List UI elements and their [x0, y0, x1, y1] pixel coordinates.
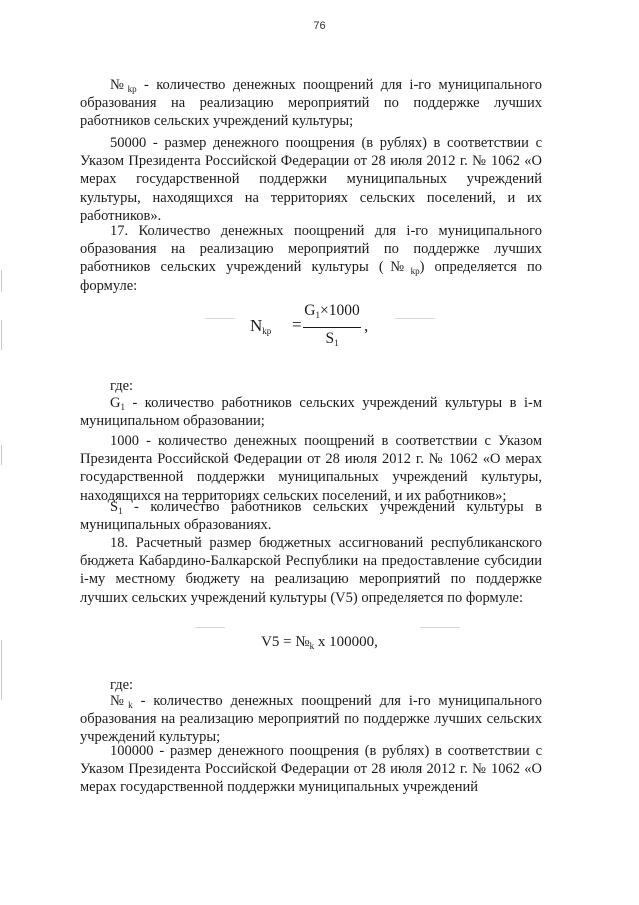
scan-margin-mark [1, 270, 2, 292]
item-text: 17. Количество денежных поощрений для i-го муниципального образования на реализацию мероприятий по поддержке лучших работников сельских учреждений культуры (№ [80, 223, 542, 276]
symbol-subscript: 1 [120, 402, 125, 412]
formula-equals: = [292, 315, 302, 334]
paragraph-g1-definition [80, 394, 542, 430]
formula-v5: $V5 = №_k$ x 100000, [261, 634, 378, 651]
paragraph-nk-definition [80, 692, 542, 747]
definition-text: - количество работников сельских учреждений культуры в i-м муниципальном образовании; [80, 395, 542, 430]
symbol-subscript: 1 [118, 506, 123, 516]
formula-numerator: $G_1\times 1000$ [304, 302, 360, 320]
page-number: 76 [313, 20, 326, 32]
where-label-2: где: [110, 677, 134, 693]
symbol-subscript: k [128, 700, 133, 710]
where-label-1: где: [110, 378, 134, 394]
symbol: № [110, 693, 129, 709]
scan-margin-mark [1, 640, 2, 700]
definition-text: - количество денежных поощрений для i-го муниципального образования на реализацию мероприятий по поддержке лучших сельских учреждений культуры; [80, 693, 542, 746]
formula-comma: , [364, 316, 369, 335]
paragraph-nkp-definition [80, 76, 542, 131]
paragraph-s1-definition [80, 498, 542, 534]
formula-lhs: $N_{kp}$ [250, 316, 272, 336]
paragraph-item-18: 18. Расчетный размер бюджетных ассигнований республиканского бюджета Кабардино-Балкарской Республики на предоставление субсидии i-му местному бюджету на реализацию мероприятий по поддержке лучших сельских учреждений культуры (V5) определяется по формуле: [80, 535, 542, 606]
scan-margin-mark [1, 320, 2, 350]
paragraph-50000-definition: 50000 - размер денежного поощрения (в рублях) в соответствии с Указом Президента Российской Федерации от 28 июля 2012 г. № 1062 «О мерах государственной поддержки муниципальных учреждений культуры, находящихся на территориях сельских поселений, и их работников». [80, 135, 542, 224]
paragraph-100000-definition: 100000 - размер денежного поощрения (в рублях) в соответствии с Указом Президента Российской Федерации от 28 июля 2012 г. № 1062 «О мерах государственной поддержки муниципальных учреждений [80, 743, 542, 796]
formula-denominator: $S_1$ [325, 330, 339, 348]
symbol: № [110, 77, 128, 93]
paragraph-1000-definition: 1000 - количество денежных поощрений в соответствии с Указом Президента Российской Федерации от 28 июля 2012 г. № 1062 «О мерах государственной поддержки муниципальных учреждений культуры, находящихся на территориях сельских поселений, и их работников»; [80, 433, 542, 504]
definition-text: - количество денежных поощрений для i-го муниципального образования на реализацию мероприятий по поддержке лучших работников сельских учреждений культуры; [80, 77, 542, 130]
scan-speck [395, 318, 435, 319]
scan-speck [205, 318, 235, 319]
definition-text: - количество работников сельских учреждений культуры в муниципальных образованиях. [80, 499, 542, 534]
item-text-end: ) определяется по формуле: [80, 259, 542, 294]
symbol-subscript: kp [127, 84, 137, 94]
scan-margin-mark [1, 445, 2, 465]
symbol: S [110, 499, 119, 515]
formula-nkp [250, 300, 380, 360]
fraction-bar [303, 327, 361, 328]
scan-speck [195, 627, 225, 628]
scan-speck [420, 627, 460, 628]
symbol: G [110, 395, 121, 411]
symbol-subscript: kp [410, 266, 420, 277]
paragraph-item-17 [80, 222, 542, 295]
